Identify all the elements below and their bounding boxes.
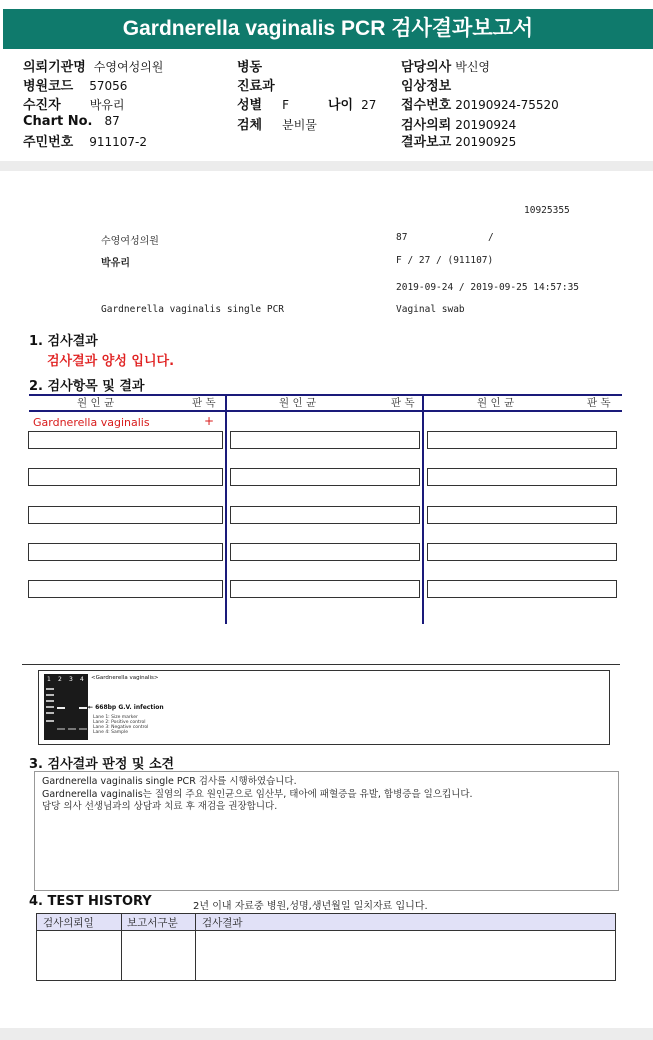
result-cell <box>230 431 420 449</box>
result-cell <box>427 580 617 598</box>
doctor-row <box>401 56 490 75</box>
receipt-no-label: 접수번호 <box>401 98 452 113</box>
resident-no-label: 주민번호 <box>23 135 74 150</box>
history-header-result: 검사결과 <box>202 917 243 929</box>
institution-label: 의뢰기관명 <box>23 60 86 75</box>
organism-result: + <box>204 414 215 428</box>
slip-institution: 수영여성의원 <box>101 236 159 247</box>
patient-value: 박유리 <box>89 98 125 112</box>
gel-band <box>57 707 65 709</box>
age-row <box>328 94 376 113</box>
col3-judgement-header: 판 독 <box>587 397 611 409</box>
hospital-code-label: 병원코드 <box>23 79 74 94</box>
result-cell <box>28 431 223 449</box>
gel-legend-item: Lane 3: Negative control <box>93 725 149 730</box>
result-cell <box>230 580 420 598</box>
gel-band <box>46 712 54 714</box>
request-date-value: 20190924 <box>455 118 517 132</box>
gel-legend-item: Lane 1: Size marker <box>93 715 138 720</box>
lane-number: 4 <box>80 676 84 683</box>
slip-dates: 2019-09-24 / 2019-09-25 14:57:35 <box>396 282 580 293</box>
col3-pathogen-header: 원 인 균 <box>477 397 515 409</box>
slip-test-name: Gardnerella vaginalis single PCR <box>101 304 285 315</box>
gel-band <box>68 728 76 730</box>
section1-title: 1. 검사결과 <box>29 334 98 349</box>
gel-image-panel <box>38 670 610 745</box>
gel-band <box>46 700 54 702</box>
slip-slash: / <box>488 232 494 243</box>
patient-label: 수진자 <box>23 98 61 113</box>
slip-chart: 87 <box>396 232 408 243</box>
result-cell <box>28 580 223 598</box>
section3-title: 3. 검사결과 판정 및 소견 <box>29 757 175 772</box>
doctor-value: 박신영 <box>455 60 491 74</box>
history-note: 2년 이내 자료중 병원,성명,생년월일 일치자료 입니다. <box>193 901 428 912</box>
section2-title: 2. 검사항목 및 결과 <box>29 379 145 394</box>
hospital-code-row <box>23 75 127 94</box>
history-table <box>36 913 616 981</box>
result-cell <box>427 468 617 486</box>
resident-no-row <box>23 131 147 150</box>
result-cell <box>230 543 420 561</box>
gel-band <box>46 706 54 708</box>
footer-divider <box>0 1028 653 1040</box>
column-divider <box>422 394 424 624</box>
patient-row <box>23 94 124 113</box>
sex-row <box>237 94 289 113</box>
gel-band <box>57 728 65 730</box>
ward-label: 병동 <box>237 60 263 75</box>
doctor-label: 담당의사 <box>401 60 452 75</box>
chart-no-value: 87 <box>104 114 120 128</box>
lane-number: 1 <box>47 676 51 683</box>
age-label: 나이 <box>328 98 354 113</box>
section-divider <box>22 664 620 665</box>
col1-pathogen-header: 원 인 균 <box>77 397 115 409</box>
result-cell <box>28 468 223 486</box>
result-cell <box>28 543 223 561</box>
result-cell <box>28 506 223 524</box>
institution-value: 수영여성의원 <box>93 60 164 74</box>
result-summary: 검사결과 양성 입니다. <box>47 354 175 369</box>
resident-no-value: 911107-2 <box>89 135 148 149</box>
result-cell <box>427 506 617 524</box>
result-cell <box>230 468 420 486</box>
clinical-info-label: 임상정보 <box>401 79 452 94</box>
column-divider <box>225 394 227 624</box>
result-table-header <box>29 394 622 412</box>
opinion-box <box>34 771 619 891</box>
history-header-request-date: 검사의뢰일 <box>43 917 94 929</box>
slip-specimen: Vaginal swab <box>396 304 465 315</box>
gel-legend-item: Lane 2: Positive control <box>93 720 146 725</box>
department-row <box>237 75 283 94</box>
history-table-header <box>37 914 615 931</box>
receipt-no-row <box>401 94 559 113</box>
report-date-label: 결과보고 <box>401 135 452 150</box>
gel-electrophoresis-image <box>44 674 88 740</box>
gel-legend-item: Lane 4: Sample <box>93 730 128 735</box>
result-cell <box>427 431 617 449</box>
opinion-line: Gardnerella vaginalis는 질염의 주요 원인균으로 임산부, 태아에 패혈증을 유발, 합병증을 일으킵니다. <box>42 788 473 800</box>
history-column-divider <box>195 914 196 980</box>
gel-band <box>46 688 54 690</box>
sex-value: F <box>282 98 290 112</box>
history-header-report-type: 보고서구분 <box>127 917 178 929</box>
col2-pathogen-header: 원 인 균 <box>279 397 317 409</box>
col1-judgement-header: 판 독 <box>192 397 216 409</box>
slip-number: 10925355 <box>524 205 570 216</box>
department-label: 진료과 <box>237 79 275 94</box>
gel-band <box>79 728 87 730</box>
specimen-value: 분비물 <box>282 118 317 132</box>
report-date-value: 20190925 <box>455 135 517 149</box>
chart-no-label: Chart No. <box>23 114 93 129</box>
age-value: 27 <box>361 98 377 112</box>
chart-no-row <box>23 114 120 129</box>
result-cell <box>230 506 420 524</box>
request-date-label: 검사의뢰 <box>401 118 452 133</box>
gel-band-label: ← 668bp G.V. infection <box>88 704 164 711</box>
opinion-line: Gardnerella vaginalis single PCR 검사를 시행하였습니다. <box>42 776 297 787</box>
section4-title: 4. TEST HISTORY <box>29 894 152 909</box>
gel-band <box>46 694 54 696</box>
institution-row <box>23 56 163 75</box>
lane-number: 3 <box>69 676 73 683</box>
report-date-row <box>401 131 516 150</box>
gel-band <box>46 720 54 722</box>
specimen-label: 검체 <box>237 118 263 133</box>
history-column-divider <box>121 914 122 980</box>
receipt-no-value: 20190924-75520 <box>455 98 559 112</box>
gel-band <box>79 707 87 709</box>
lane-number: 2 <box>58 676 62 683</box>
clinical-info-row <box>401 75 459 94</box>
col2-judgement-header: 판 독 <box>391 397 415 409</box>
report-title: Gardnerella vaginalis PCR 검사결과보고서 <box>3 9 653 49</box>
slip-patient: 박유리 <box>101 258 130 269</box>
opinion-line: 담당 의사 선생님과의 상담과 치료 후 재검을 권장합니다. <box>42 801 278 812</box>
specimen-row <box>237 114 317 133</box>
hospital-code-value: 57056 <box>89 79 128 93</box>
sex-label: 성별 <box>237 98 263 113</box>
header-divider <box>0 161 653 171</box>
result-cell <box>427 543 617 561</box>
ward-row <box>237 56 270 75</box>
gel-title: <Gardnerella vaginalis> <box>91 675 159 681</box>
organism-name: Gardnerella vaginalis <box>33 416 150 429</box>
slip-sex-age: F / 27 / (911107) <box>396 255 494 266</box>
